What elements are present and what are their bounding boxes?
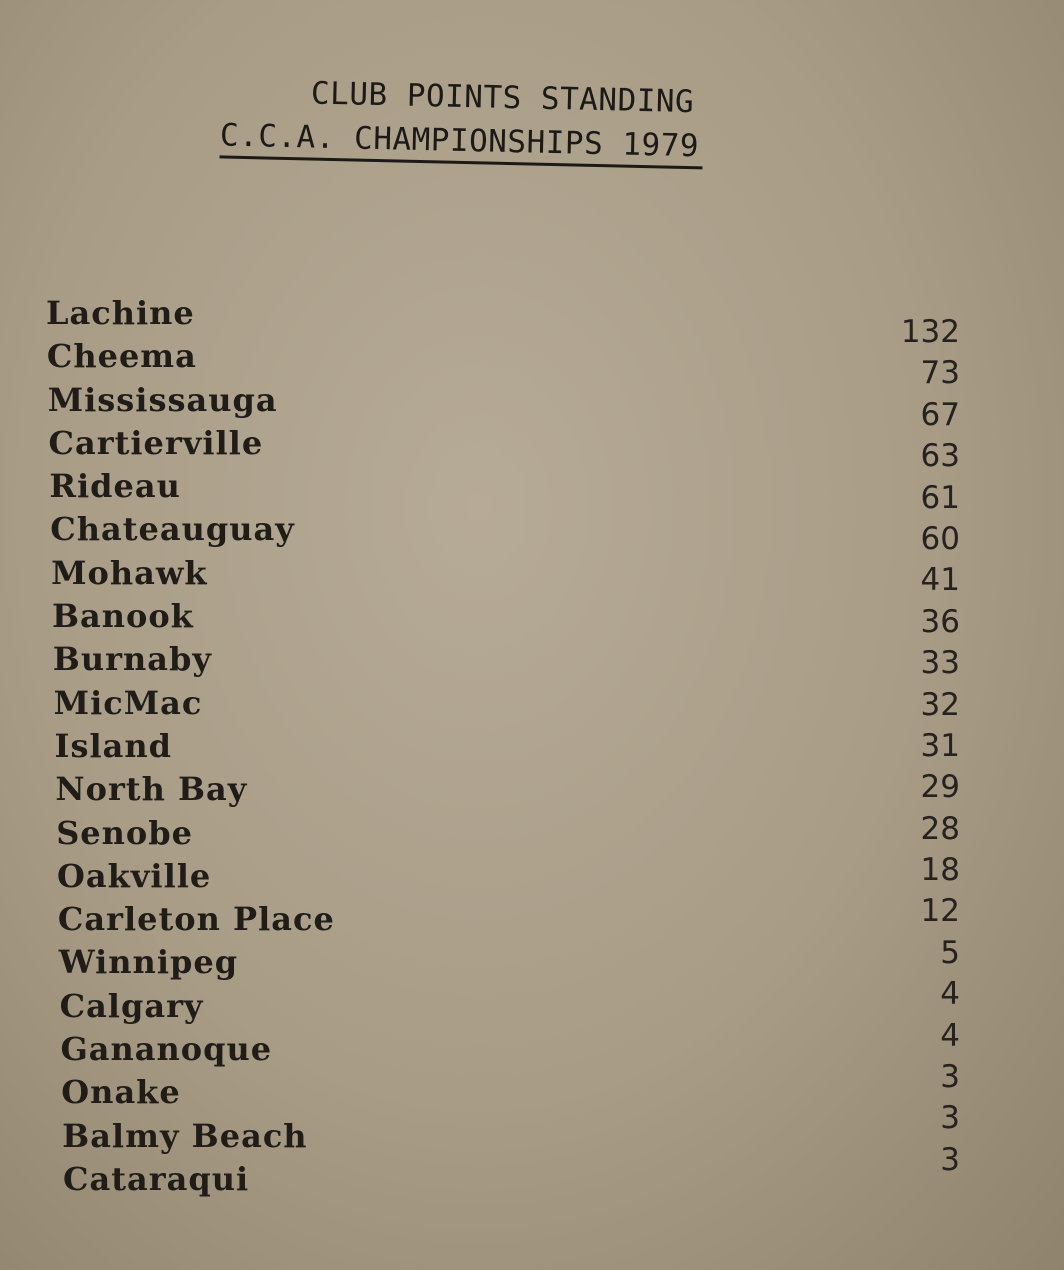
club-name: Onake (61, 1073, 181, 1112)
club-points: 3 (940, 1100, 960, 1137)
club-points: 31 (920, 727, 960, 764)
club-name: Gananoque (60, 1030, 273, 1069)
club-name: MicMac (53, 683, 203, 722)
document-subtitle: C.C.A. CHAMPIONSHIPS 1979 (220, 117, 704, 169)
club-points: 132 (900, 314, 960, 350)
club-name: North Bay (55, 770, 248, 809)
club-points: 4 (940, 976, 960, 1013)
club-points: 29 (920, 769, 960, 806)
club-name: Rideau (49, 467, 181, 506)
club-name: Cartierville (48, 423, 264, 462)
club-points: 4 (940, 1017, 960, 1054)
title-block (1, 68, 1064, 165)
club-points: 18 (920, 852, 960, 889)
club-name: Lachine (46, 294, 195, 332)
club-points: 63 (920, 438, 960, 475)
club-name: Burnaby (52, 640, 212, 679)
club-points: 3 (940, 1059, 960, 1096)
club-points: 73 (920, 355, 960, 392)
club-names-column (46, 292, 335, 1201)
club-name: Cheema (46, 337, 197, 376)
club-name: Mohawk (51, 553, 208, 592)
club-points: 33 (920, 645, 960, 682)
club-points: 32 (920, 686, 960, 723)
club-name: Mississauga (47, 380, 278, 419)
club-points: 5 (940, 934, 960, 971)
club-name: Banook (51, 597, 194, 636)
club-name: Winnipeg (58, 943, 239, 982)
club-name: Carleton Place (57, 900, 335, 939)
document-title: CLUB POINTS STANDING (310, 75, 695, 121)
club-points: 36 (920, 603, 960, 640)
club-points: 12 (920, 893, 960, 930)
club-points: 67 (920, 396, 960, 433)
club-points: 60 (920, 520, 960, 557)
club-name: Oakville (57, 856, 212, 895)
club-points: 61 (920, 479, 960, 516)
club-name: Cataraqui (63, 1159, 250, 1198)
club-name: Balmy Beach (62, 1116, 308, 1155)
club-points: 3 (940, 1141, 960, 1178)
club-points: 41 (920, 562, 960, 599)
club-points: 28 (920, 810, 960, 847)
club-name: Island (54, 726, 173, 765)
club-name: Senobe (56, 813, 193, 852)
club-points-column (901, 312, 960, 1181)
club-name: Chateauguay (50, 510, 295, 549)
club-name: Calgary (59, 986, 204, 1025)
